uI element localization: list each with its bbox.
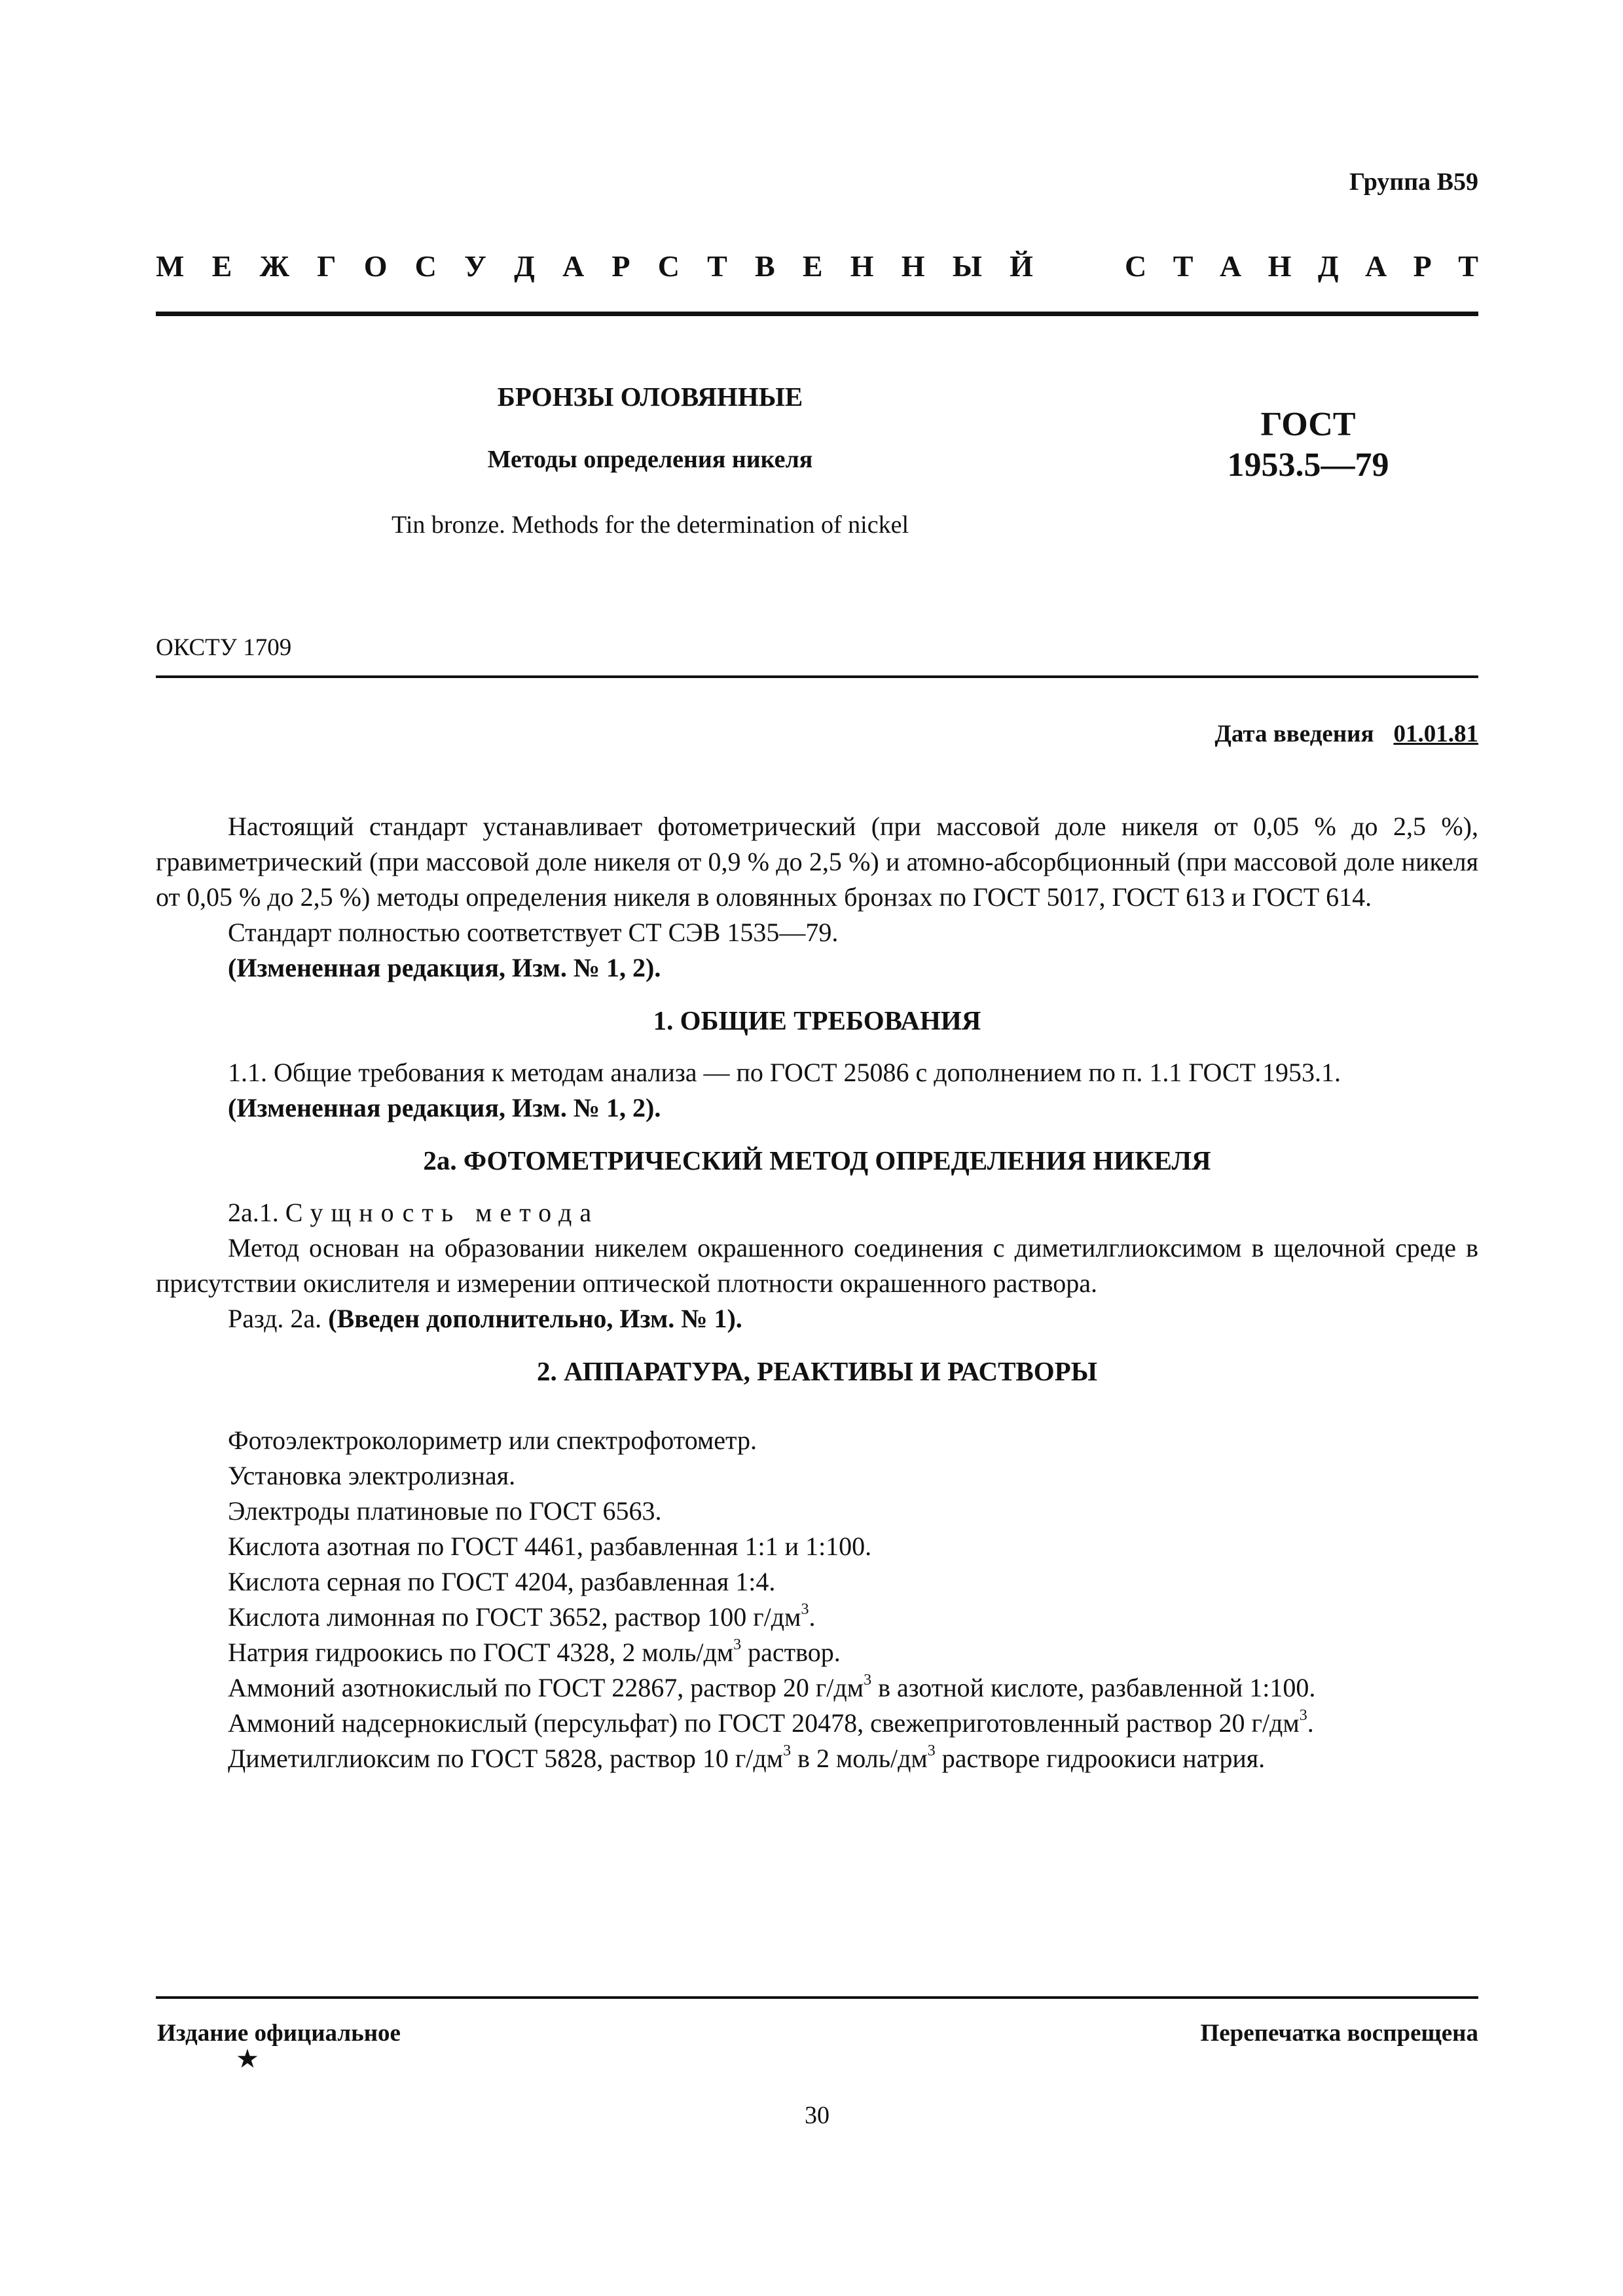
section-2a-amendment: Разд. 2а. (Введен дополнительно, Изм. № 1). [228, 1304, 742, 1333]
list-item: Диметилглиоксим по ГОСТ 5828, раствор 10 $г/дм^3$ в 2 моль/$дм^3$ растворе гидроокиси натрия. [228, 1742, 1266, 1773]
section-1-amendment: (Измененная редакция, Изм. № 1, 2). [228, 1093, 661, 1122]
list-item: Натрия гидроокись по ГОСТ 4328, 2 моль/$дм^3$ раствор. [228, 1636, 841, 1667]
section-2a-paragraph: Метод основан на образовании никелем окрашенного соединения с диметилглиоксимом в щелочной среде в присутствии окислителя и измерении оптической плотности окрашенного раствора. [156, 1233, 1478, 1298]
page-number: 30 [805, 2102, 830, 2129]
date-label: Дата введения [1214, 721, 1374, 747]
intro-paragraph: Настоящий стандарт устанавливает фотометрический (при массовой доле никеля от 0,05 % до 2,5 %), гравиметрический (при массовой доле никеля от 0,9 % до 2,5 %) и атомно-абсорбционный (при массовой доле никеля от 0,05 % до 2,5 %) методы определения никеля в оловянных бронзах по ГОСТ 5017, ГОСТ 613 и ГОСТ 614. [156, 812, 1478, 912]
gost-designation [1177, 404, 1439, 486]
date-value: 01.01.81 [1393, 721, 1478, 747]
top-rule [156, 312, 1478, 316]
group-code: Группа В59 [1349, 168, 1478, 196]
list-item: Электроды платиновые по ГОСТ 6563. [228, 1496, 662, 1526]
list-item: Аммоний надсернокислый (персульфат) по ГОСТ 20478, свежеприготовленный раствор 20 $г/дм^3$. [228, 1707, 1314, 1738]
list-item: Кислота азотная по ГОСТ 4461, разбавленная 1:1 и 1:100. [228, 1532, 872, 1561]
list-item: Кислота лимонная по ГОСТ 3652, раствор 100 $г/дм^3$. [228, 1601, 816, 1632]
star-icon: ★ [236, 2044, 259, 2073]
list-item: Аммоний азотнокислый по ГОСТ 22867, раствор 20 $г/дм^3$ в азотной кислоте, разбавленной 1:100. [228, 1672, 1316, 1702]
list-item: Фотоэлектроколориметр или спектрофотометр. [228, 1426, 757, 1455]
document-subtitle: Методы определения никеля [487, 446, 813, 473]
document-title-english: Tin bronze. Methods for the determination of nickel [391, 511, 909, 539]
body-text [156, 809, 1478, 1776]
intro-compliance: Стандарт полностью соответствует СТ СЭВ 1535—79. [228, 918, 839, 947]
gost-label: ГОСТ [1260, 406, 1356, 443]
reprint-prohibited-note: Перепечатка воспрещена [1200, 2020, 1478, 2047]
section-1-heading: 1. ОБЩИЕ ТРЕБОВАНИЯ [653, 1005, 981, 1035]
section-2-heading: 2. АППАРАТУРА, РЕАКТИВЫ И РАСТВОРЫ [537, 1356, 1097, 1386]
intro-amendment: (Измененная редакция, Изм. № 1, 2). [228, 953, 661, 982]
mid-rule [156, 675, 1478, 678]
banner-word-standard: С Т А Н Д А Р Т [1125, 249, 1478, 283]
introduction-date [1214, 720, 1478, 748]
section-2a-heading: 2а. ФОТОМЕТРИЧЕСКИЙ МЕТОД ОПРЕДЕЛЕНИЯ НИКЕЛЯ [423, 1145, 1211, 1175]
document-page [156, 0, 1478, 2296]
official-edition-note: Издание официальное [157, 2020, 401, 2047]
oks-code: ОКСТУ 1709 [156, 634, 292, 661]
list-item: Установка электролизная. [228, 1461, 516, 1490]
section-1-paragraph: 1.1. Общие требования к методам анализа — по ГОСТ 25086 с дополнением по п. 1.1 ГОСТ 1953.1. [228, 1058, 1341, 1087]
banner-word-interstate: М Е Ж Г О С У Д А Р С Т В Е Н Н Ы Й [156, 249, 1033, 283]
section-2a-subheading: 2а.1. Сущность метода [228, 1198, 600, 1227]
gost-number: 1953.5—79 [1227, 446, 1389, 484]
standard-banner [156, 249, 1478, 283]
footer-rule [156, 1996, 1478, 1999]
document-title: БРОНЗЫ ОЛОВЯННЫЕ [497, 382, 803, 412]
list-item: Кислота серная по ГОСТ 4204, разбавленная 1:4. [228, 1567, 776, 1596]
